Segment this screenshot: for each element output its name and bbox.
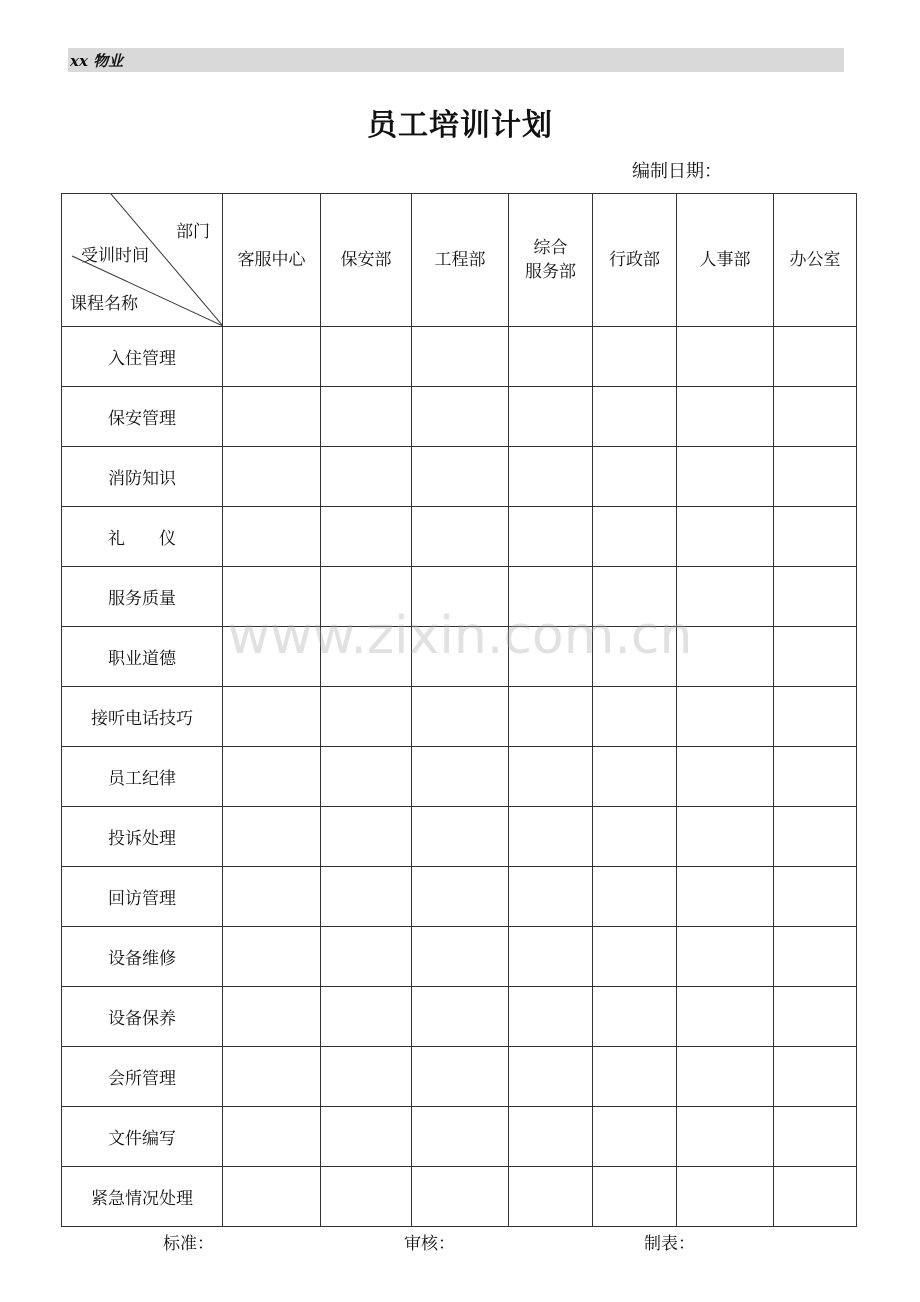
table-row: [62, 507, 857, 567]
schedule-cell: [223, 927, 321, 987]
schedule-cell: [509, 387, 593, 447]
schedule-cell: [223, 447, 321, 507]
schedule-cell: [509, 1167, 593, 1227]
course-name: 职业道德: [62, 627, 223, 687]
schedule-cell: [223, 1107, 321, 1167]
schedule-cell: [677, 867, 774, 927]
training-plan-table: [61, 193, 857, 1227]
footer-prepared: 制表：: [644, 1234, 695, 1254]
table-row: [62, 387, 857, 447]
footer-review: 审核：: [404, 1234, 455, 1254]
schedule-cell: [509, 1047, 593, 1107]
dept-header: 保安部: [321, 194, 412, 327]
page-title: 员工培训计划: [367, 108, 553, 143]
schedule-cell: [223, 807, 321, 867]
schedule-cell: [774, 867, 857, 927]
schedule-cell: [412, 807, 509, 867]
schedule-cell: [593, 1107, 677, 1167]
schedule-cell: [593, 867, 677, 927]
schedule-cell: [593, 807, 677, 867]
schedule-cell: [509, 687, 593, 747]
schedule-cell: [223, 567, 321, 627]
schedule-cell: [677, 1167, 774, 1227]
schedule-cell: [677, 987, 774, 1047]
table-row: [62, 747, 857, 807]
schedule-cell: [412, 447, 509, 507]
schedule-cell: [593, 387, 677, 447]
table-row: [62, 867, 857, 927]
corner-label-time: 受训时间: [81, 246, 149, 266]
table-row: [62, 1047, 857, 1107]
schedule-cell: [774, 807, 857, 867]
dept-header: 客服中心: [223, 194, 321, 327]
schedule-cell: [593, 567, 677, 627]
schedule-cell: [774, 687, 857, 747]
schedule-cell: [412, 867, 509, 927]
schedule-cell: [412, 1047, 509, 1107]
course-name: 回访管理: [62, 867, 223, 927]
schedule-cell: [509, 627, 593, 687]
schedule-cell: [593, 447, 677, 507]
watermark: www.zixin.com.cn: [227, 606, 693, 666]
schedule-cell: [774, 447, 857, 507]
company-name: xx 物业: [70, 52, 124, 70]
course-name: 礼 仪: [62, 507, 223, 567]
schedule-cell: [321, 807, 412, 867]
schedule-cell: [774, 1107, 857, 1167]
schedule-cell: [677, 687, 774, 747]
schedule-cell: [677, 747, 774, 807]
course-name: 保安管理: [62, 387, 223, 447]
schedule-cell: [321, 327, 412, 387]
course-name: 入住管理: [62, 327, 223, 387]
schedule-cell: [321, 387, 412, 447]
schedule-cell: [321, 987, 412, 1047]
table-row: [62, 987, 857, 1047]
table-row: [62, 1107, 857, 1167]
schedule-cell: [412, 1167, 509, 1227]
schedule-cell: [223, 387, 321, 447]
schedule-cell: [412, 1107, 509, 1167]
table-row: [62, 627, 857, 687]
corner-label-dept: 部门: [176, 222, 210, 242]
schedule-cell: [509, 807, 593, 867]
schedule-cell: [412, 507, 509, 567]
schedule-cell: [677, 927, 774, 987]
course-name: 文件编写: [62, 1107, 223, 1167]
schedule-cell: [593, 987, 677, 1047]
table-row: [62, 567, 857, 627]
dept-header: 人事部: [677, 194, 774, 327]
course-name: 紧急情况处理: [62, 1167, 223, 1227]
corner-label-course: 课程名称: [70, 294, 138, 314]
schedule-cell: [223, 1047, 321, 1107]
schedule-cell: [509, 327, 593, 387]
schedule-cell: [509, 747, 593, 807]
schedule-cell: [593, 1047, 677, 1107]
dept-header: 办公室: [774, 194, 857, 327]
schedule-cell: [593, 627, 677, 687]
schedule-cell: [593, 747, 677, 807]
course-name: 会所管理: [62, 1047, 223, 1107]
schedule-cell: [223, 1167, 321, 1227]
schedule-cell: [412, 987, 509, 1047]
schedule-cell: [223, 747, 321, 807]
schedule-cell: [774, 627, 857, 687]
schedule-cell: [593, 927, 677, 987]
schedule-cell: [774, 327, 857, 387]
schedule-cell: [677, 327, 774, 387]
schedule-cell: [412, 687, 509, 747]
table-row: [62, 327, 857, 387]
schedule-cell: [321, 747, 412, 807]
schedule-cell: [321, 627, 412, 687]
schedule-cell: [509, 1107, 593, 1167]
footer-standard: 标准：: [163, 1234, 214, 1254]
schedule-cell: [412, 927, 509, 987]
schedule-cell: [509, 447, 593, 507]
header-row: [62, 194, 857, 327]
table-row: [62, 807, 857, 867]
schedule-cell: [593, 1167, 677, 1227]
schedule-cell: [774, 567, 857, 627]
schedule-cell: [774, 1047, 857, 1107]
schedule-cell: [593, 507, 677, 567]
schedule-cell: [321, 1047, 412, 1107]
schedule-cell: [509, 987, 593, 1047]
schedule-cell: [321, 1167, 412, 1227]
schedule-cell: [509, 567, 593, 627]
schedule-cell: [677, 507, 774, 567]
schedule-cell: [677, 1047, 774, 1107]
schedule-cell: [509, 927, 593, 987]
table-row: [62, 687, 857, 747]
course-name: 设备保养: [62, 987, 223, 1047]
course-name: 设备维修: [62, 927, 223, 987]
header-bar: [68, 48, 844, 72]
course-name: 员工纪律: [62, 747, 223, 807]
schedule-cell: [321, 507, 412, 567]
schedule-cell: [223, 327, 321, 387]
schedule-cell: [321, 567, 412, 627]
schedule-cell: [677, 627, 774, 687]
course-name: 消防知识: [62, 447, 223, 507]
schedule-cell: [321, 687, 412, 747]
schedule-cell: [509, 867, 593, 927]
schedule-cell: [774, 387, 857, 447]
schedule-cell: [412, 327, 509, 387]
course-name: 服务质量: [62, 567, 223, 627]
schedule-cell: [677, 1107, 774, 1167]
schedule-cell: [223, 507, 321, 567]
date-label: 编制日期：: [632, 161, 722, 182]
schedule-cell: [412, 627, 509, 687]
dept-header: 行政部: [593, 194, 677, 327]
schedule-cell: [412, 747, 509, 807]
course-name: 投诉处理: [62, 807, 223, 867]
course-name: 接听电话技巧: [62, 687, 223, 747]
schedule-cell: [677, 447, 774, 507]
schedule-cell: [774, 1167, 857, 1227]
schedule-cell: [677, 807, 774, 867]
schedule-cell: [774, 747, 857, 807]
schedule-cell: [321, 1107, 412, 1167]
corner-cell: [62, 194, 223, 327]
schedule-cell: [677, 387, 774, 447]
schedule-cell: [593, 687, 677, 747]
schedule-cell: [509, 507, 593, 567]
schedule-cell: [223, 867, 321, 927]
schedule-cell: [412, 567, 509, 627]
schedule-cell: [223, 987, 321, 1047]
schedule-cell: [321, 447, 412, 507]
dept-header: 综合 服务部: [509, 194, 593, 327]
table-row: [62, 447, 857, 507]
table-body: [62, 327, 857, 1227]
schedule-cell: [774, 507, 857, 567]
schedule-cell: [223, 687, 321, 747]
schedule-cell: [774, 987, 857, 1047]
table-row: [62, 927, 857, 987]
schedule-cell: [412, 387, 509, 447]
schedule-cell: [321, 927, 412, 987]
schedule-cell: [593, 327, 677, 387]
table-row: [62, 1167, 857, 1227]
schedule-cell: [321, 867, 412, 927]
schedule-cell: [223, 627, 321, 687]
schedule-cell: [677, 567, 774, 627]
schedule-cell: [774, 927, 857, 987]
dept-header: 工程部: [412, 194, 509, 327]
